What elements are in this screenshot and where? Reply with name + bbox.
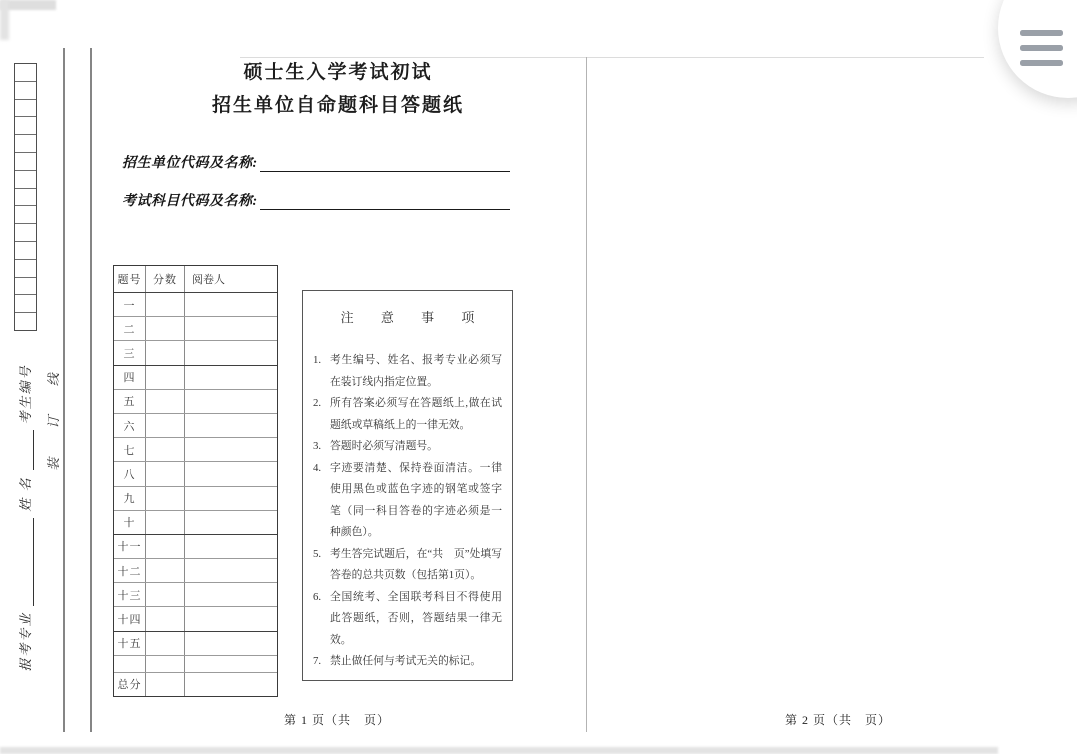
table-row <box>114 583 277 607</box>
score-table-header <box>114 266 277 293</box>
row-label: 十一 <box>114 535 146 558</box>
note-number <box>313 393 330 436</box>
table-row <box>114 487 277 511</box>
row-label: 十三 <box>114 583 146 606</box>
scan-bottom-edge <box>0 747 998 754</box>
table-row <box>114 341 277 365</box>
total-score-label: 总分 <box>114 673 146 696</box>
score-cell <box>146 390 185 413</box>
candidate-number-box <box>15 153 36 171</box>
candidate-number-box <box>15 64 36 82</box>
row-label: 一 <box>114 293 146 316</box>
grader-cell <box>185 656 277 672</box>
row-label: 三 <box>114 341 146 364</box>
note-item <box>313 587 502 652</box>
note-number <box>313 587 330 652</box>
hamburger-icon[interactable] <box>1020 60 1063 66</box>
grader-cell <box>185 414 277 437</box>
total-grader-cell <box>185 673 277 696</box>
binding-strip-labels <box>16 348 34 688</box>
score-cell <box>146 632 185 655</box>
hamburger-icon[interactable] <box>1020 45 1063 51</box>
candidate-number-boxes <box>14 63 37 331</box>
score-cell <box>146 414 185 437</box>
row-label: 十 <box>114 511 146 534</box>
table-row <box>114 559 277 583</box>
table-row <box>114 656 277 673</box>
score-cell <box>146 317 185 340</box>
note-text: 答题时必须写清题号。 <box>330 440 438 452</box>
page-edge-divider <box>586 57 587 732</box>
page-title: 硕士生入学考试初试 <box>243 62 433 83</box>
grader-cell <box>185 583 277 606</box>
table-row <box>114 390 277 414</box>
candidate-number-box <box>15 278 36 296</box>
note-item <box>313 651 502 673</box>
notes-title: 注 意 事 项 <box>340 310 487 325</box>
row-label: 二 <box>114 317 146 340</box>
candidate-number-box <box>15 100 36 118</box>
candidate-number-box <box>15 224 36 242</box>
note-item <box>313 393 502 436</box>
grader-cell <box>185 462 277 485</box>
note-item <box>313 544 502 587</box>
exam-subject-blank-line <box>260 194 510 210</box>
notes-list <box>313 350 502 673</box>
score-cell <box>146 341 185 364</box>
grader-cell <box>185 511 277 534</box>
row-label: 五 <box>114 390 146 413</box>
score-cell <box>146 438 185 461</box>
candidate-number-label: 考生编号 <box>18 364 33 425</box>
score-table <box>113 265 278 697</box>
score-cell <box>146 293 185 316</box>
row-label: 十二 <box>114 559 146 582</box>
row-label: 六 <box>114 414 146 437</box>
note-text: 考生答完试题后，在“共 页”处填写答卷的总共页数（包括第1页）。 <box>330 547 502 581</box>
score-cell <box>146 559 185 582</box>
row-label: 十五 <box>114 632 146 655</box>
grader-cell <box>185 341 277 364</box>
note-number <box>313 436 330 458</box>
score-cell <box>146 366 185 389</box>
note-text: 禁止做任何与考试无关的标记。 <box>330 655 482 667</box>
candidate-number-box <box>15 206 36 224</box>
candidate-number-box <box>15 313 36 330</box>
candidate-number-box <box>15 295 36 313</box>
major-label: 报考专业 <box>18 611 33 672</box>
name-blank-line <box>20 430 34 470</box>
table-row <box>114 438 277 462</box>
candidate-number-box <box>15 82 36 100</box>
total-score-row <box>114 673 277 696</box>
grader-cell <box>185 438 277 461</box>
row-label: 七 <box>114 438 146 461</box>
row-label: 四 <box>114 366 146 389</box>
candidate-number-box <box>15 242 36 260</box>
name-label: 姓 名 <box>18 476 33 512</box>
table-row <box>114 366 277 390</box>
exam-subject-label: 考试科目代码及名称: <box>122 194 258 209</box>
note-text: 所有答案必须写在答题纸上,做在试题纸或草稿纸上的一律无效。 <box>330 397 502 431</box>
score-cell <box>146 511 185 534</box>
col-header-grader: 阅卷人 <box>192 274 225 286</box>
grader-cell <box>185 559 277 582</box>
candidate-number-box <box>15 260 36 278</box>
col-header-question-no: 题号 <box>114 266 146 292</box>
note-number <box>313 350 330 393</box>
grader-cell <box>185 293 277 316</box>
row-label: 十四 <box>114 607 146 630</box>
note-number <box>313 651 330 673</box>
note-text: 全国统考、全国联考科目不得使用此答题纸，否则，答题结果一律无效。 <box>330 590 502 646</box>
page-subtitle: 招生单位自命题科目答题纸 <box>211 95 464 116</box>
grader-cell <box>185 390 277 413</box>
admission-unit-field <box>122 152 510 172</box>
grader-cell <box>185 607 277 630</box>
row-label: 九 <box>114 487 146 510</box>
row-label <box>114 656 146 672</box>
candidate-number-box <box>15 189 36 207</box>
table-row <box>114 632 277 656</box>
scan-corner-shadow <box>0 0 9 40</box>
table-row <box>114 535 277 559</box>
score-cell <box>146 583 185 606</box>
score-cell <box>146 607 185 630</box>
binding-line <box>63 48 65 732</box>
note-number <box>313 544 330 587</box>
binding-line-label: 装 订 线 <box>46 360 61 471</box>
note-number <box>313 458 330 544</box>
table-row <box>114 317 277 341</box>
score-cell <box>146 656 185 672</box>
table-row <box>114 511 277 535</box>
admission-unit-blank-line <box>260 156 510 172</box>
note-item <box>313 436 502 458</box>
row-label: 八 <box>114 462 146 485</box>
grader-cell <box>185 317 277 340</box>
page2-footer: 第 2 页（共 页） <box>784 713 891 727</box>
note-text: 字迹要清楚、保持卷面清洁。一律使用黑色或蓝色字迹的钢笔或签字笔（同一科目答卷的字迹必须是一种颜色）。 <box>330 461 502 538</box>
score-cell <box>146 535 185 558</box>
admission-unit-label: 招生单位代码及名称: <box>122 156 258 171</box>
table-row <box>114 293 277 317</box>
notes-box <box>302 290 513 681</box>
note-item <box>313 350 502 393</box>
table-row <box>114 462 277 486</box>
grader-cell <box>185 535 277 558</box>
major-blank-line <box>20 518 34 606</box>
grader-cell <box>185 487 277 510</box>
grader-cell <box>185 632 277 655</box>
candidate-number-box <box>15 135 36 153</box>
page1-footer: 第 1 页（共 页） <box>283 713 390 727</box>
score-cell <box>146 487 185 510</box>
candidate-number-box <box>15 171 36 189</box>
total-score-cell <box>146 673 185 696</box>
note-item <box>313 458 502 544</box>
exam-subject-field <box>122 190 510 210</box>
binding-line <box>90 48 92 732</box>
table-row <box>114 414 277 438</box>
candidate-number-box <box>15 117 36 135</box>
col-header-score: 分数 <box>146 266 185 292</box>
score-cell <box>146 462 185 485</box>
table-row <box>114 607 277 631</box>
hamburger-icon[interactable] <box>1020 30 1063 36</box>
note-text: 考生编号、姓名、报考专业必须写在装订线内指定位置。 <box>330 354 502 388</box>
grader-cell <box>185 366 277 389</box>
